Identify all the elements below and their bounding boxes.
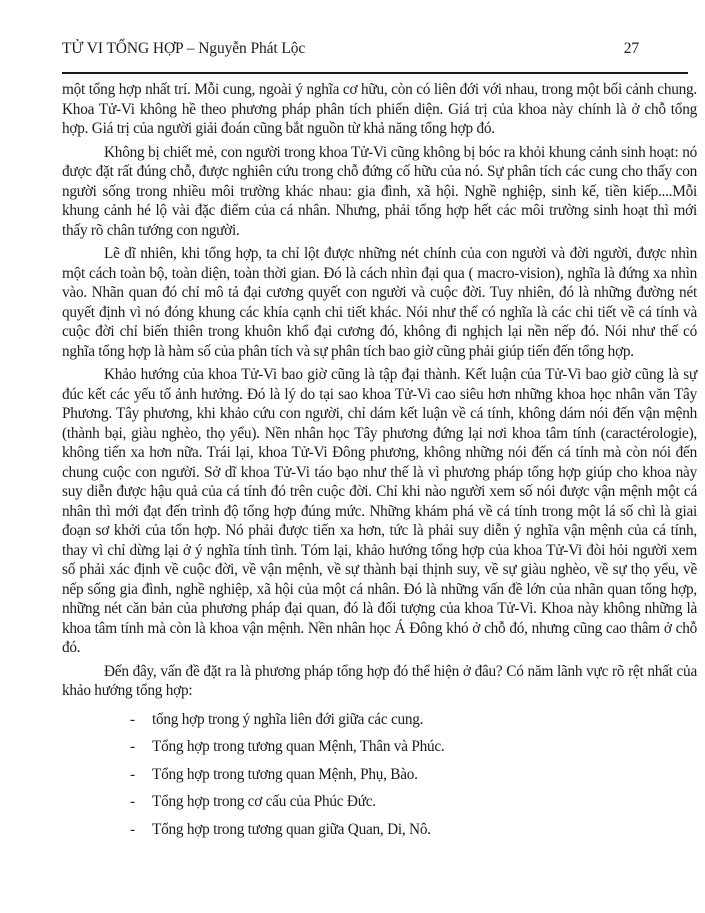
page-number: 27 bbox=[623, 40, 639, 57]
bullet-list bbox=[62, 710, 697, 840]
dash-marker: - bbox=[130, 793, 135, 810]
list-item-text: Tổng hợp trong cơ cấu của Phúc Đức. bbox=[152, 793, 376, 810]
paragraph: Khảo hướng của khoa Tử-Vi bao giờ cũng là tập đại thành. Kết luận của Tử-Vi bao giờ cũng là sự đúc kết các yếu tố ảnh hưởng. Đó là lý do tại sao khoa Tử-Vi cao siêu hơn những khoa học nhân văn Tây Phương. Tây phương, khi khảo cứu con người, chỉ dám kết luận về cá tính, không dám nói đến vận mệnh (thành bại, giàu nghèo, thọ yểu). Nền nhân học Tây phương đứng lại nơi khoa tâm tính (caractérologie), không tiến xa hơn nữa. Trái lại, khoa Tử-Vi Đông phương, không những nói đến cá tính mà còn nói đến chung cuộc con người. Sở dĩ khoa Tử-Vi táo bạo như thế là vì phương pháp tổng hợp giúp cho khoa này suy diễn được hậu quả của cá tính đó trên cuộc đời. Chỉ khi nào người xem số nói được vận mệnh một cá nhân thì mới đạt đến trình độ tổng hợp đúng mức. Những khám phá về cá tính trong một lá số chì là giai đoạn sơ khởi của tổn hợp. Nó phải được tiến xa hơn, tức là phải suy diễn ý nghĩa vận mệnh của cá tính, thay vì chỉ dừng lại ở ý nghĩa tính tình. Tóm lại, khảo hướng tổng hợp của khoa Tử-Vi đòi hỏi người xem số phải xác định về cuộc đời, về vận mệnh, về sự thành bại thịnh suy, về sự giàu nghèo, về sự thọ yểu, về nếp sống gia đình, nghề nghiệp, xã hội của một cá nhân. Đó là những vấn đề lớn của nhãn quan tổng hợp, những nét căn bản của phương pháp đại quan, đó là đối tượng của khoa Tử-Vi. Khoa này không những là khoa tâm tính mà còn là khoa vận mệnh. Nền nhân học Á Đông khó ở chỗ đó, nhưng cũng cao thâm ở chỗ đó. bbox=[62, 366, 697, 656]
list-item bbox=[130, 710, 697, 730]
list-item bbox=[130, 820, 697, 840]
book-title: TỬ VI TỔNG HỢP – Nguyễn Phát Lộc bbox=[62, 40, 306, 57]
list-item bbox=[130, 765, 697, 785]
list-item-text: Tổng hợp trong tương quan giữa Quan, Di, Nô. bbox=[152, 820, 431, 838]
paragraph: Đến đây, vấn đề đặt ra là phương pháp tổng hợp đó thể hiện ở đâu? Có năm lãnh vực rõ rệt nhất của khảo hướng tổng hợp: bbox=[62, 662, 697, 699]
list-item-text: Tổng hợp trong tương quan Mệnh, Phụ, Bào. bbox=[152, 765, 418, 783]
page-header bbox=[62, 40, 697, 58]
list-item bbox=[130, 737, 697, 757]
page-body bbox=[62, 80, 697, 839]
paragraph: Không bị chiết mẻ, con người trong khoa Tử-Vi cũng không bị bóc ra khỏi khung cảnh sinh hoạt: nó được đặt rất đúng chỗ, được nghiên cứu trong chỗ đứng cố hữu của nó. Sự phân tích các cung cho thấy con người sống trong nhiều môi trường khác nhau: gia đình, xã hội. Nghề nghiệp, sinh kế, tiền kiếp....Mỗi khung cảnh hé lộ vài đặc điểm của cá nhân. Nhưng, phải tổng hợp hết các môi trường sinh hoạt thì mới thấy rõ chân tướng con người. bbox=[62, 143, 697, 239]
dash-marker: - bbox=[130, 820, 135, 838]
dash-marker: - bbox=[130, 765, 135, 783]
list-item bbox=[130, 792, 697, 812]
paragraph: Lẽ dĩ nhiên, khi tổng hợp, ta chỉ lột được những nét chính của con người và đời người, được nhìn một cách toàn bộ, toàn diện, toàn thời gian. Đó là cách nhìn đại qua ( macro-vision), nghĩa là đứng xa nhìn vào. Nhãn quan đó chỉ mô tả đại cương quyết con người và cuộc đời. Tuy nhiên, đó là những đường nét quyết định vì nó đóng khung các khía cạnh chi tiết khác. Nói như thế có nghĩa là các chi tiết về cá tính và cuộc đời chỉ biến thiên trong khuôn khổ đại cương đó, không đi nghịch lại nền nếp đó. Nói như thế có nghĩa tổng hợp là hàm số của phân tích và sự phân tích bao giờ cũng phải giúp tiến đến tổng hợp. bbox=[62, 245, 697, 360]
list-item-text: Tổng hợp trong tương quan Mệnh, Thân và Phúc. bbox=[152, 738, 445, 755]
paragraph: một tổng hợp nhất trí. Mỗi cung, ngoài ý nghĩa cơ hữu, còn có liên đới với nhau, trong một bối cảnh chung. Khoa Tử-Vi không hề theo phương pháp phân tích phiến diện. Giá trị của khoa này chính là ở chỗ tổng hợp. Giá trị của người giải đoán cũng bắt nguồn từ khả năng tổng hợp đó. bbox=[62, 81, 697, 137]
dash-marker: - bbox=[130, 710, 135, 728]
list-item-text: tổng hợp trong ý nghĩa liên đới giữa các cung. bbox=[152, 710, 424, 728]
dash-marker: - bbox=[130, 738, 135, 755]
header-rule bbox=[62, 72, 688, 74]
